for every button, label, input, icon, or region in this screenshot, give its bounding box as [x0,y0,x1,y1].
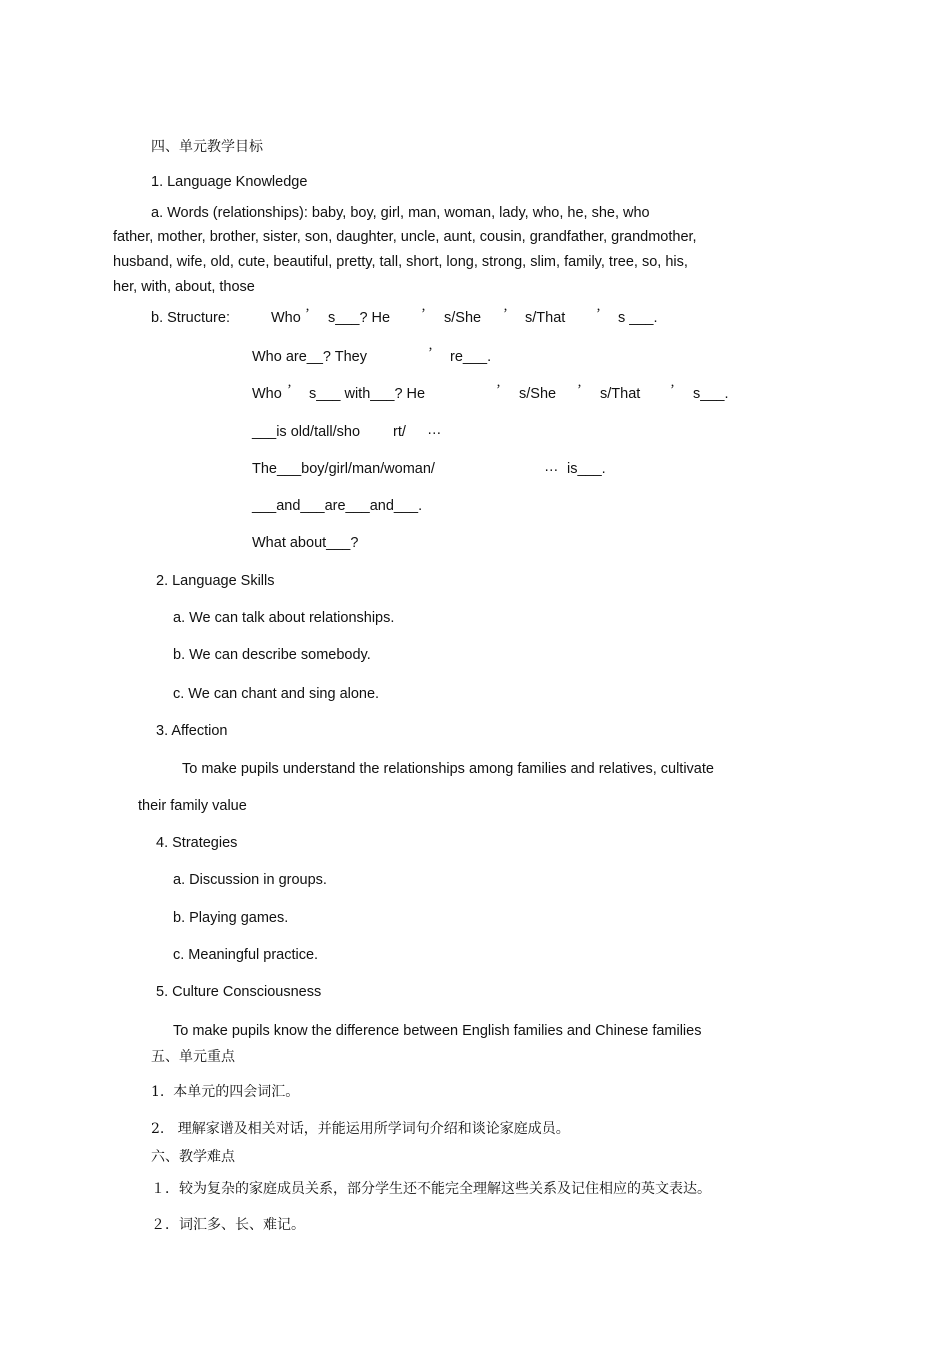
language-knowledge-heading: 1. Language Knowledge [151,174,308,190]
structure-fragment: s___? He [328,310,391,326]
structure-fragment: s/That [525,310,566,326]
difficulty-item: １．较为复杂的家庭成员关系，部分学生还不能完全理解这些关系及记住相应的英文表达。 [151,1181,711,1197]
structure-label: b. Structure: [151,310,230,326]
apostrophe: ’ [670,382,675,398]
apostrophe: ’ [305,306,310,322]
apostrophe: ’ [596,306,601,322]
apostrophe: ’ [503,306,508,322]
structure-fragment: re___. [450,349,492,365]
structure-fragment: s___ with___? He [309,386,426,402]
apostrophe: ’ [421,306,426,322]
affection-heading: 3. Affection [156,723,228,739]
structure-fragment: Who [252,386,282,402]
strategy-item: c. Meaningful practice. [173,947,319,963]
language-skills-heading: 2. Language Skills [156,573,275,589]
words-line-3: husband, wife, old, cute, beautiful, pretty, tall, short, long, strong, slim, family, tree, so, his, [113,254,688,270]
section-6-heading: 六、教学难点 [151,1149,235,1165]
apostrophe: ’ [287,382,292,398]
skill-item: c. We can chant and sing alone. [173,686,380,702]
skill-item: a. We can talk about relationships. [173,610,395,626]
structure-fragment: s___. [693,386,729,402]
section-4-heading: 四、单元教学目标 [151,139,263,155]
structure-fragment: s ___. [618,310,658,326]
structure-fragment: is___. [567,461,606,477]
difficulty-item: ２．词汇多、长、难记。 [151,1217,305,1233]
structure-line-6: ___and___are___and___. [252,498,423,514]
strategies-heading: 4. Strategies [156,835,238,851]
section-5-heading: 五、单元重点 [151,1049,235,1065]
culture-heading: 5. Culture Consciousness [156,984,322,1000]
affection-text-1: To make pupils understand the relationships among families and relatives, cultivate [182,761,714,777]
words-line-1: a. Words (relationships): baby, boy, girl, man, woman, lady, who, he, she, who [151,205,650,221]
apostrophe: ’ [496,382,501,398]
ellipsis: … [544,459,559,475]
key-point-item: 1. 本单元的四会词汇。 [151,1084,300,1100]
culture-text: To make pupils know the difference between English families and Chinese families [173,1023,702,1039]
key-point-item: 2. 理解家谱及相关对话，并能运用所学词句介绍和谈论家庭成员。 [151,1121,570,1137]
structure-fragment: s/That [600,386,641,402]
words-line-4: her, with, about, those [113,279,255,295]
ellipsis: … [427,422,442,438]
structure-fragment: s/She [444,310,482,326]
structure-fragment: rt/ [393,424,406,440]
skill-item: b. We can describe somebody. [173,647,371,663]
affection-text-2: their family value [138,798,247,814]
structure-fragment: ___is old/tall/sho [252,424,361,440]
apostrophe: ’ [428,345,433,361]
strategy-item: a. Discussion in groups. [173,872,327,888]
strategy-item: b. Playing games. [173,910,289,926]
structure-fragment: The___boy/girl/man/woman/ [252,461,435,477]
structure-fragment: Who are__? They [252,349,367,365]
structure-fragment: s/She [519,386,557,402]
words-line-2: father, mother, brother, sister, son, daughter, uncle, aunt, cousin, grandfather, grandmother, [113,229,697,245]
structure-fragment: Who [271,310,301,326]
structure-line-7: What about___? [252,535,359,551]
apostrophe: ’ [577,382,582,398]
